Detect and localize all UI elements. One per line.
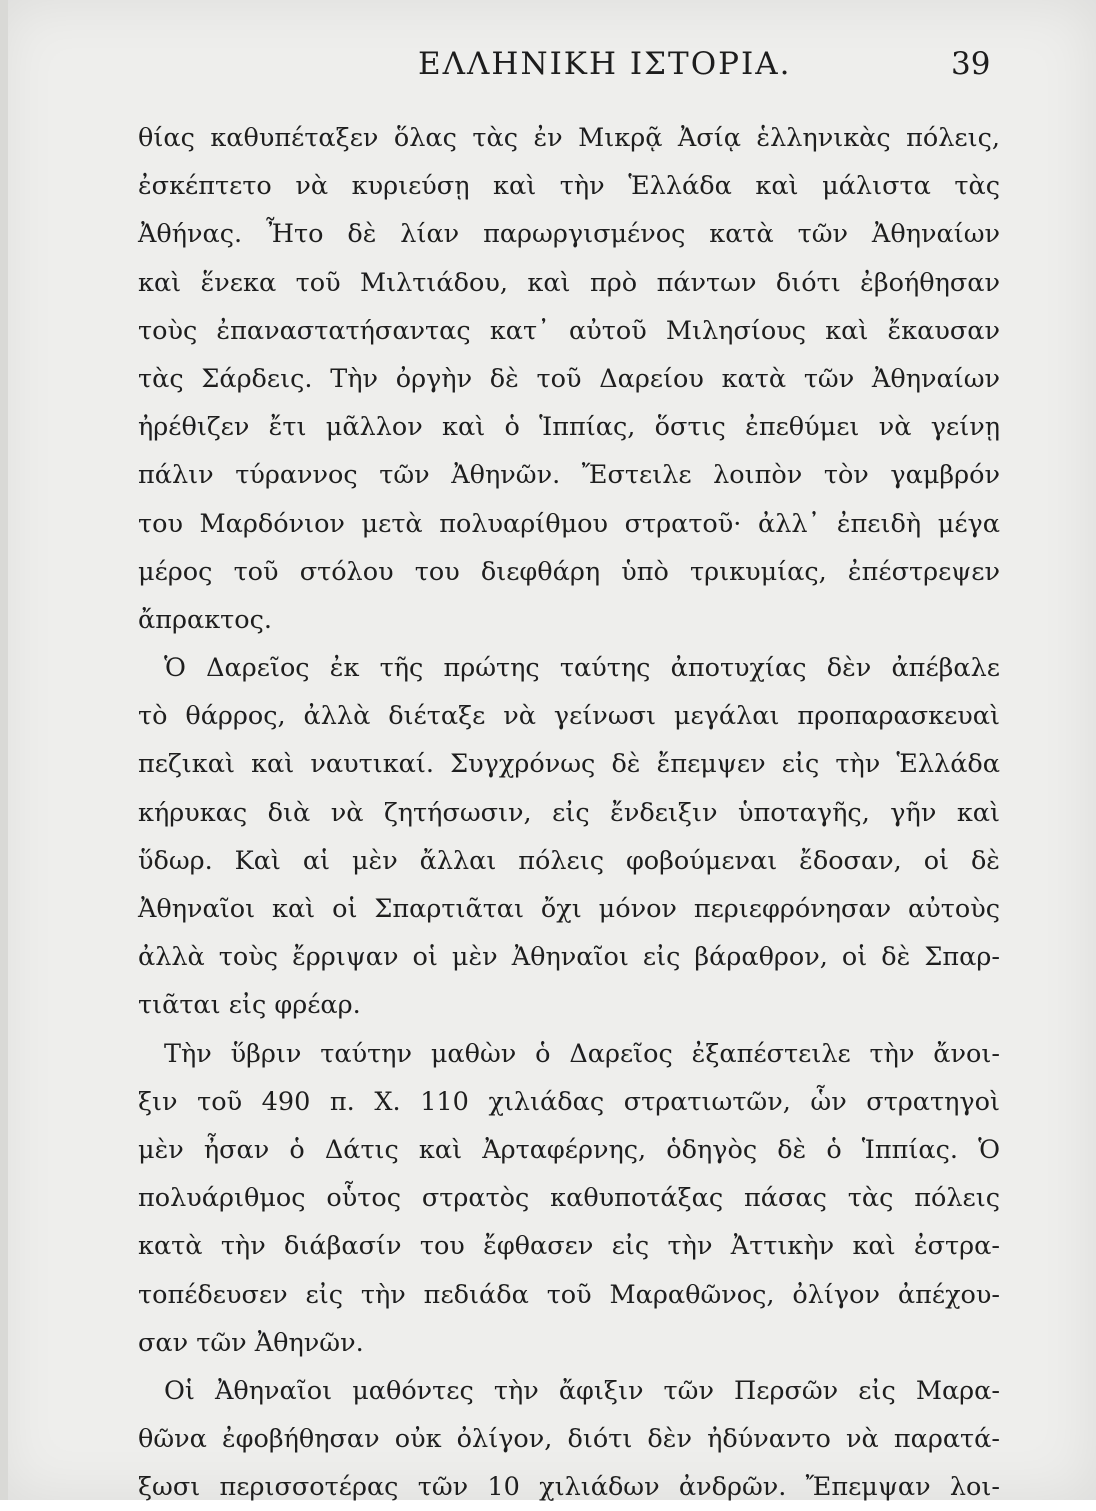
- text-line: ἄπρακτος.: [138, 604, 272, 635]
- text-line: καὶ ἕνεκα τοῦ Μιλτιάδου, καὶ πρὸ πάντων διότι ἐβοήθησαν: [138, 267, 1000, 298]
- text-line: τὸ θάρρος, ἀλλὰ διέταξε νὰ γείνωσι μεγάλαι προπαρασκευαὶ: [138, 701, 1000, 732]
- text-line: μὲν ἦσαν ὁ Δάτις καὶ Ἀρταφέρνης, ὁδηγὸς δὲ ὁ Ἱππίας. Ὁ: [138, 1134, 1000, 1165]
- text-line: τοὺς ἐπαναστατήσαντας κατ᾽ αὐτοῦ Μιλησίους καὶ ἔκαυσαν: [138, 315, 1000, 346]
- running-title: ΕΛΛΗΝΙΚΗ ΙΣΤΟΡΙΑ.: [418, 46, 792, 82]
- page-gutter-shadow: [0, 0, 8, 1500]
- text-line: Ἀθηναῖοι καὶ οἱ Σπαρτιᾶται ὄχι μόνον περιεφρόνησαν αὐτοὺς: [138, 894, 1000, 924]
- text-line: μέρος τοῦ στόλου του διεφθάρη ὑπὸ τρικυμίας, ἐπέστρεψεν: [138, 556, 1000, 587]
- text-line: ἀλλὰ τοὺς ἔρριψαν οἱ μὲν Ἀθηναῖοι εἰς βάραθρον, οἱ δὲ Σπαρ-: [138, 942, 1000, 973]
- text-line: ξιν τοῦ 490 π. Χ. 110 χιλιάδας στρατιωτῶν, ὧν στρατηγοὶ: [138, 1086, 1000, 1117]
- text-line: Τὴν ὕβριν ταύτην μαθὼν ὁ Δαρεῖος ἐξαπέστειλε τὴν ἄνοι-: [164, 1038, 1000, 1069]
- text-line: τοπέδευσεν εἰς τὴν πεδιάδα τοῦ Μαραθῶνος, ὀλίγον ἀπέχου-: [138, 1279, 1000, 1310]
- text-line: ἠρέθιζεν ἔτι μᾶλλον καὶ ὁ Ἱππίας, ὅστις ἐπεθύμει νὰ γείνῃ: [138, 412, 1000, 443]
- text-line: πάλιν τύραννος τῶν Ἀθηνῶν. Ἔστειλε λοιπὸν τὸν γαμβρόν: [138, 460, 1000, 491]
- text-line: πεζικαὶ καὶ ναυτικαί. Συγχρόνως δὲ ἔπεμψεν εἰς τὴν Ἑλλάδα: [138, 749, 1000, 780]
- text-line: τιᾶται εἰς φρέαρ.: [138, 990, 361, 1021]
- text-line: ὕδωρ. Καὶ αἱ μὲν ἄλλαι πόλεις φοβούμεναι ἔδοσαν, οἱ δὲ: [138, 845, 1000, 876]
- text-line: κήρυκας διὰ νὰ ζητήσωσιν, εἰς ἔνδειξιν ὑποταγῆς, γῆν καὶ: [138, 797, 1000, 828]
- text-line: κατὰ τὴν διάβασίν του ἔφθασεν εἰς τὴν Ἀττικὴν καὶ ἐστρα-: [138, 1231, 1000, 1262]
- text-line: τὰς Σάρδεις. Τὴν ὀργὴν δὲ τοῦ Δαρείου κατὰ τῶν Ἀθηναίων: [138, 363, 1000, 394]
- text-line: Οἱ Ἀθηναῖοι μαθόντες τὴν ἄφιξιν τῶν Περσῶν εἰς Μαρα-: [164, 1375, 1000, 1406]
- text-line: ἐσκέπτετο νὰ κυριεύσῃ καὶ τὴν Ἑλλάδα καὶ μάλιστα τὰς: [138, 171, 1000, 202]
- text-line: σαν τῶν Ἀθηνῶν.: [138, 1327, 364, 1358]
- text-line: θίας καθυπέταξεν ὅλας τὰς ἐν Μικρᾷ Ἀσίᾳ ἑλληνικὰς πόλεις,: [138, 123, 1000, 153]
- text-line: Ὁ Δαρεῖος ἐκ τῆς πρώτης ταύτης ἀποτυχίας δὲν ἀπέβαλε: [164, 653, 1000, 684]
- text-line: Ἀθήνας. Ἦτο δὲ λίαν παρωργισμένος κατὰ τῶν Ἀθηναίων: [138, 219, 1000, 250]
- page-header: [0, 46, 1096, 96]
- text-line: του Μαρδόνιον μετὰ πολυαρίθμου στρατοῦ· ἀλλ᾽ ἐπειδὴ μέγα: [138, 508, 1000, 539]
- text-line: πολυάριθμος οὗτος στρατὸς καθυποτάξας πάσας τὰς πόλεις: [138, 1183, 1000, 1214]
- body-text: [138, 114, 1000, 1511]
- page-number: 39: [951, 46, 991, 82]
- text-line: θῶνα ἐφοβήθησαν οὐκ ὀλίγον, διότι δὲν ἠδύναντο νὰ παρατά-: [138, 1424, 1000, 1455]
- text-line: ξωσι περισσοτέρας τῶν 10 χιλιάδων ἀνδρῶν. Ἔπεμψαν λοι-: [138, 1472, 1000, 1503]
